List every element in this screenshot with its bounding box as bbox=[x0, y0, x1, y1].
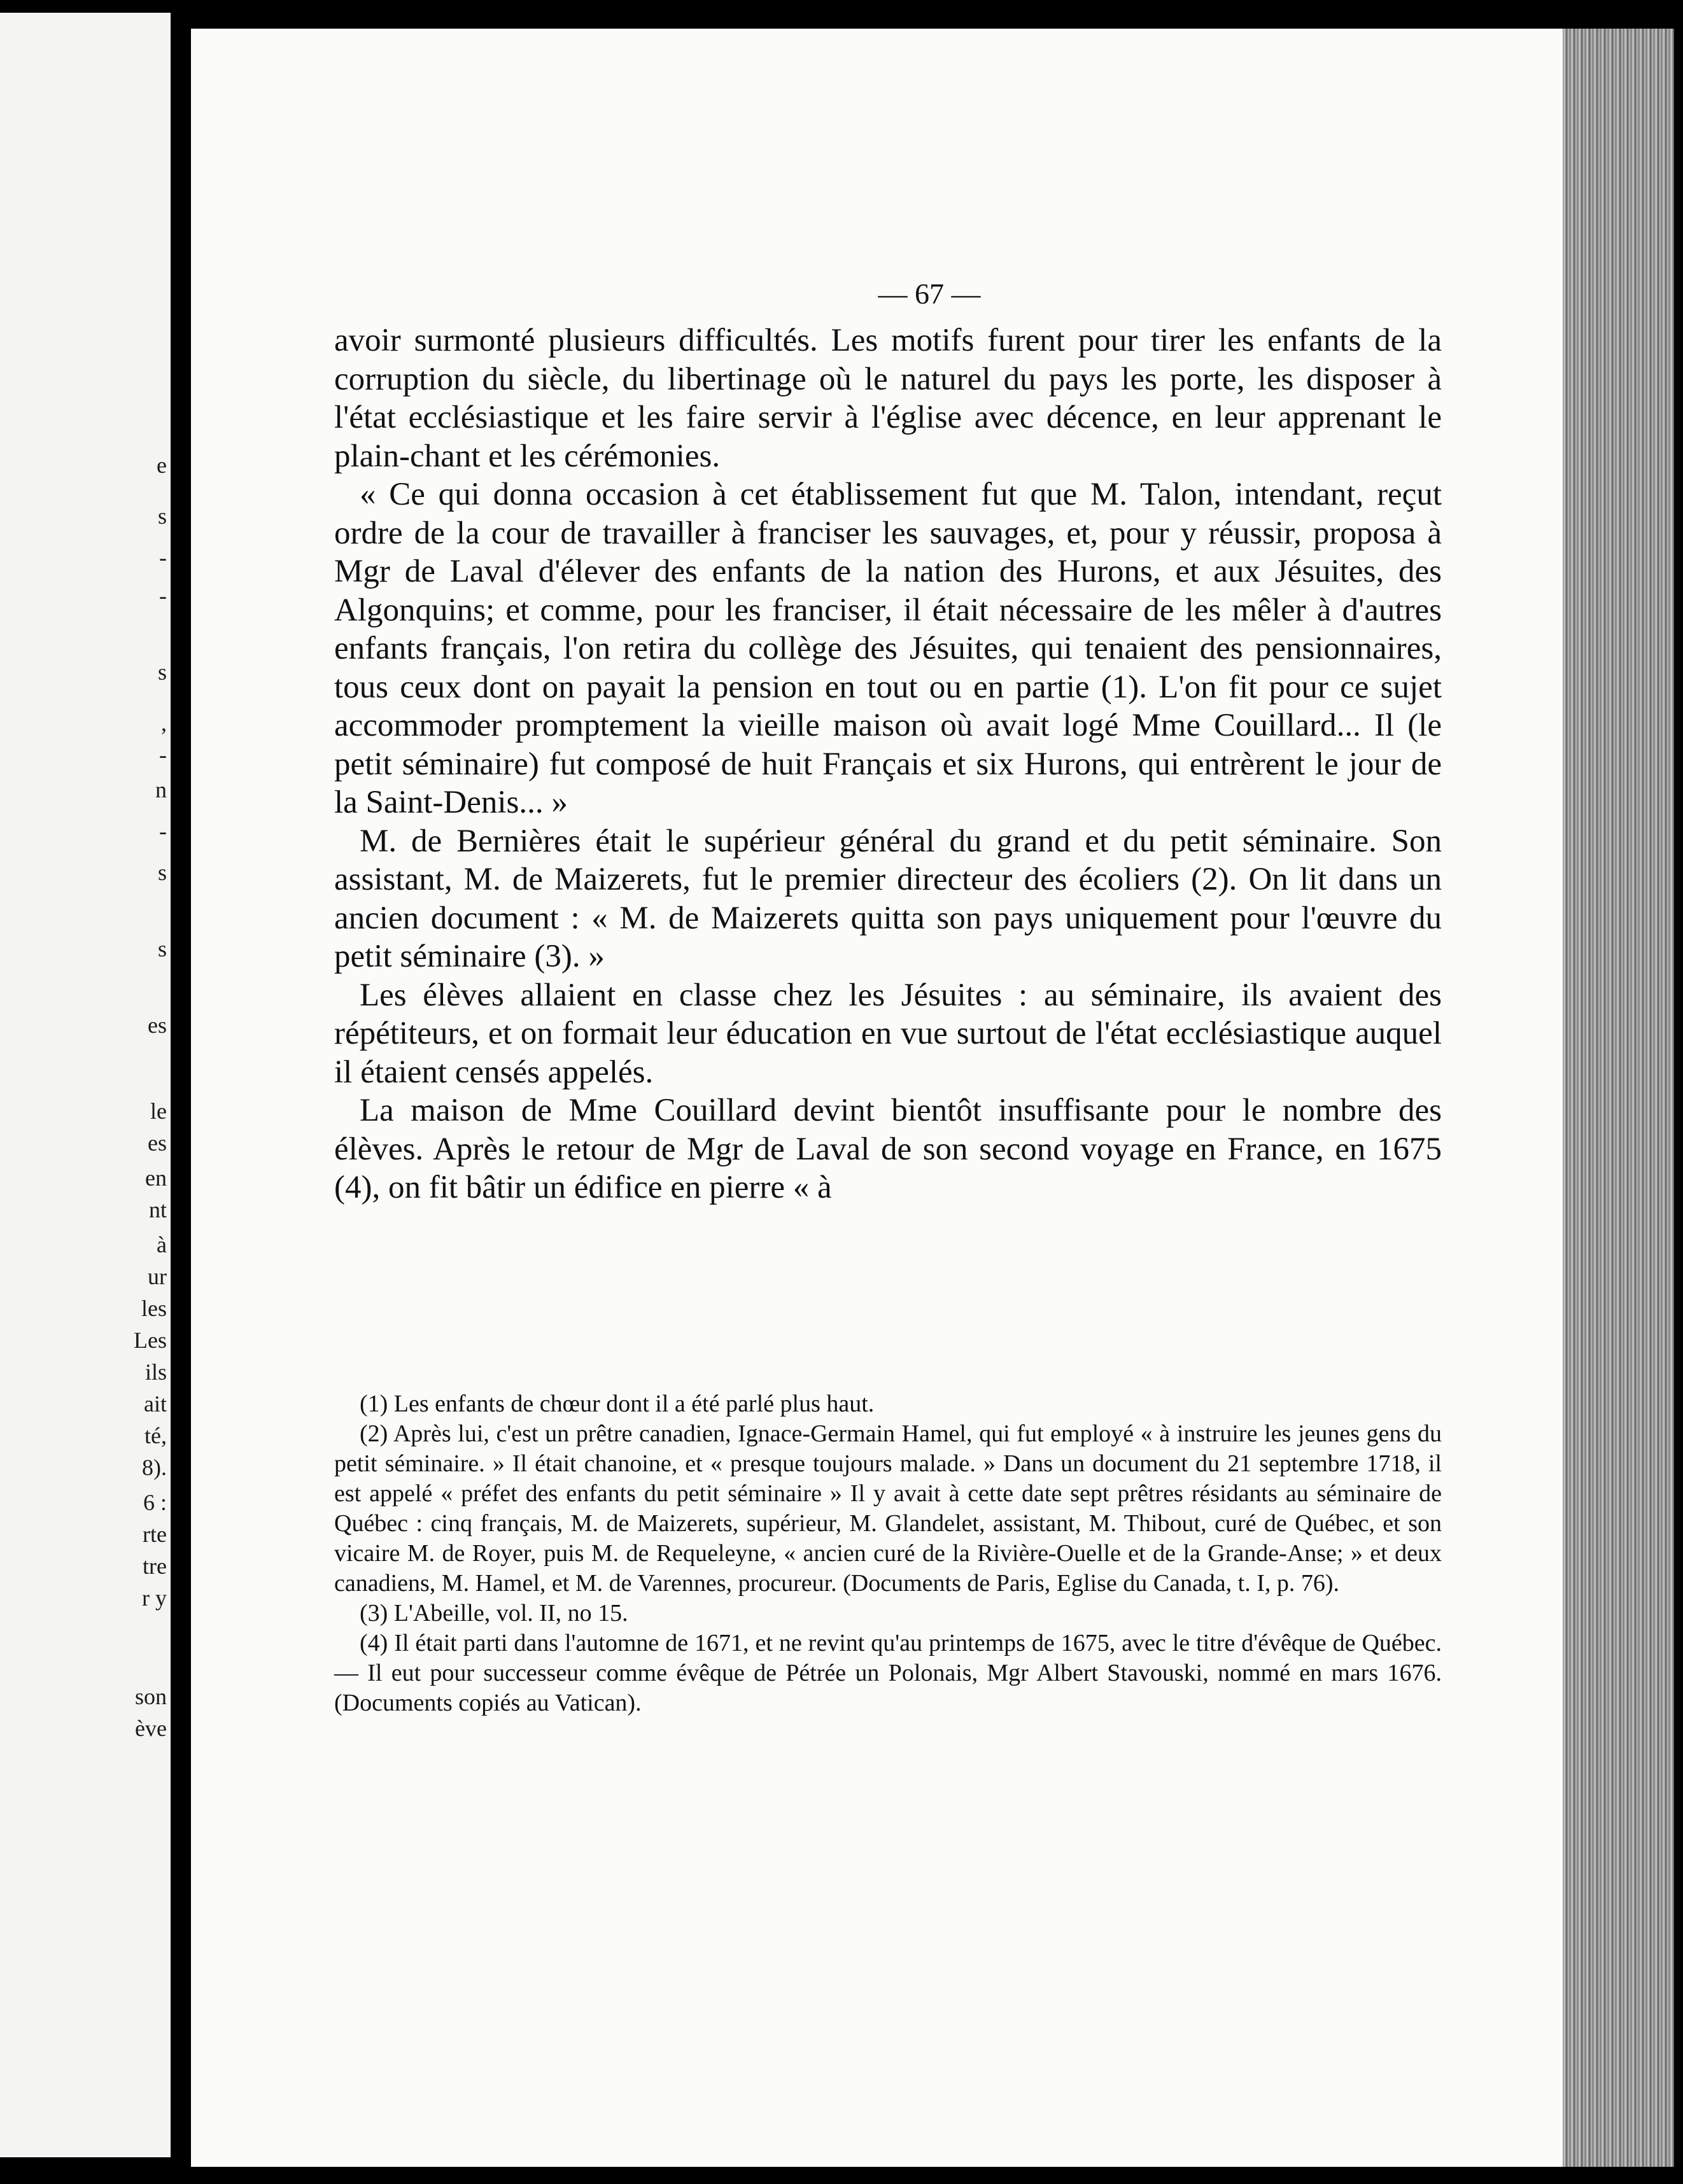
left-page-fragment: - bbox=[159, 742, 167, 767]
left-page-fragment: 8). bbox=[142, 1455, 167, 1480]
footnote: (4) Il était parti dans l'automne de 1671, et ne revint qu'au printemps de 1675, avec le titre d'évêque de Québec. — Il eut pour successeur comme évêque de Pétrée un Polonais, Mgr Albert Stavouski, nommé en mars 1676. (Documents copiés au Vatican). bbox=[334, 1630, 1442, 1716]
footnote: (2) Après lui, c'est un prêtre canadien, Ignace-Germain Hamel, qui fut employé « à instruire les jeunes gens du petit séminaire. » Il était chanoine, et « presque toujours malade. » Dans un document du 21 septembre 1718, il est appelé « préfet des enfants du petit séminaire » Il y avait à cette date sept prêtres résidants au séminaire de Québec : cinq français, M. de Maizerets, supérieur, M. Glandelet, assistant, M. Thibout, curé de Québec, et son vicaire M. de Royer, puis M. de Requeleyne, « ancien curé de la Rivière-Ouelle et de la Grande-Anse; » et deux canadiens, M. Hamel, et M. de Varennes, procureur. (Documents de Paris, Eglise du Canada, t. I, p. 76). bbox=[334, 1420, 1442, 1597]
left-facing-page bbox=[0, 13, 171, 2157]
left-page-fragment: - bbox=[159, 583, 167, 608]
left-page-fragment: 6 : bbox=[143, 1490, 167, 1515]
left-page-fragment: ils bbox=[144, 1359, 167, 1385]
left-page-fragment: tre bbox=[143, 1553, 167, 1579]
left-page-fragment: nt bbox=[148, 1197, 167, 1222]
paragraph: La maison de Mme Couillard devint bientôt insuffisante pour le nombre des élèves. Après le retour de Mgr de Laval de son second voyage en France, en 1675 (4), on fit bâtir un édifice en pierre « à bbox=[334, 1093, 1442, 1205]
left-page-fragment: le bbox=[150, 1098, 167, 1124]
left-page-fragment: Les bbox=[134, 1327, 167, 1353]
paragraph: « Ce qui donna occasion à cet établissement fut que M. Talon, intendant, reçut ordre de la cour de travailler à franciser les sauvages, et, pour y réussir, proposa à Mgr de Laval d'élever des enfants de la nation des Hurons, et aux Jésuites, des Algonquins; et comme, pour les franciser, il était nécessaire de les mêler à d'autres enfants français, l'on retira du collège des Jésuites, qui tenaient des pensionnaires, tous ceux dont on payait la pension en tout ou en partie (1). L'on fit pour ce sujet accommoder promptement la vieille maison où avait logé Mme Couillard... Il (le petit séminaire) fut composé de huit Français et six Hurons, qui entrèrent le jour de la Saint-Denis... » bbox=[334, 477, 1442, 820]
left-page-fragment: es bbox=[148, 1130, 167, 1156]
main-text bbox=[334, 321, 1442, 1207]
left-page-fragment: ait bbox=[144, 1391, 167, 1417]
left-page-fragment: es bbox=[148, 1012, 167, 1038]
left-page-fragment: s bbox=[157, 659, 167, 685]
paragraph: Les élèves allaient en classe chez les Jésuites : au séminaire, ils avaient des répétiteurs, et on formait leur éducation en vue surtout de l'état ecclésiastique auquel il étaient censés appelés. bbox=[334, 977, 1442, 1090]
left-page-fragment: , bbox=[161, 710, 167, 736]
book-page bbox=[191, 29, 1566, 2167]
left-page-fragment: - bbox=[159, 818, 167, 844]
footnote: (1) Les enfants de chœur dont il a été parlé plus haut. bbox=[360, 1390, 875, 1417]
page-number: — 67 — bbox=[878, 277, 981, 310]
paragraph: avoir surmonté plusieurs difficultés. Les motifs furent pour tirer les enfants de la corruption du siècle, du libertinage où le naturel du pays les porte, les disposer à l'état ecclésiastique et les faire servir à l'église avec décence, en leur apprenant le plain-chant et les cérémonies. bbox=[334, 323, 1442, 474]
left-page-fragment: - bbox=[159, 545, 167, 570]
paragraph: M. de Bernières était le supérieur général du grand et du petit séminaire. Son assistant, M. de Maizerets, fut le premier directeur des écoliers (2). On lit dans un ancien document : « M. de Maizerets quitta son pays uniquement pour l'œuvre du petit séminaire (3). » bbox=[334, 823, 1442, 974]
left-page-fragment: s bbox=[157, 860, 167, 885]
left-page-fragment: s bbox=[157, 936, 167, 962]
page-block-edge bbox=[1563, 29, 1674, 2167]
left-page-fragment: n bbox=[155, 777, 167, 802]
left-page-fragment: té, bbox=[144, 1423, 167, 1448]
footnotes bbox=[334, 1389, 1442, 1718]
left-page-fragment: e bbox=[157, 452, 167, 478]
left-page-fragment: ève bbox=[135, 1716, 167, 1741]
left-page-fragment: en bbox=[145, 1165, 167, 1191]
left-page-fragment: rte bbox=[143, 1522, 167, 1547]
left-page-fragment: son bbox=[134, 1684, 167, 1709]
left-page-fragment: ur bbox=[148, 1264, 167, 1289]
left-page-fragment: à bbox=[157, 1232, 167, 1257]
left-page-fragment: les bbox=[141, 1296, 167, 1321]
footnote: (3) L'Abeille, vol. II, no 15. bbox=[360, 1600, 628, 1627]
left-page-fragment: s bbox=[157, 503, 167, 529]
left-page-fragment: r y bbox=[142, 1585, 167, 1611]
